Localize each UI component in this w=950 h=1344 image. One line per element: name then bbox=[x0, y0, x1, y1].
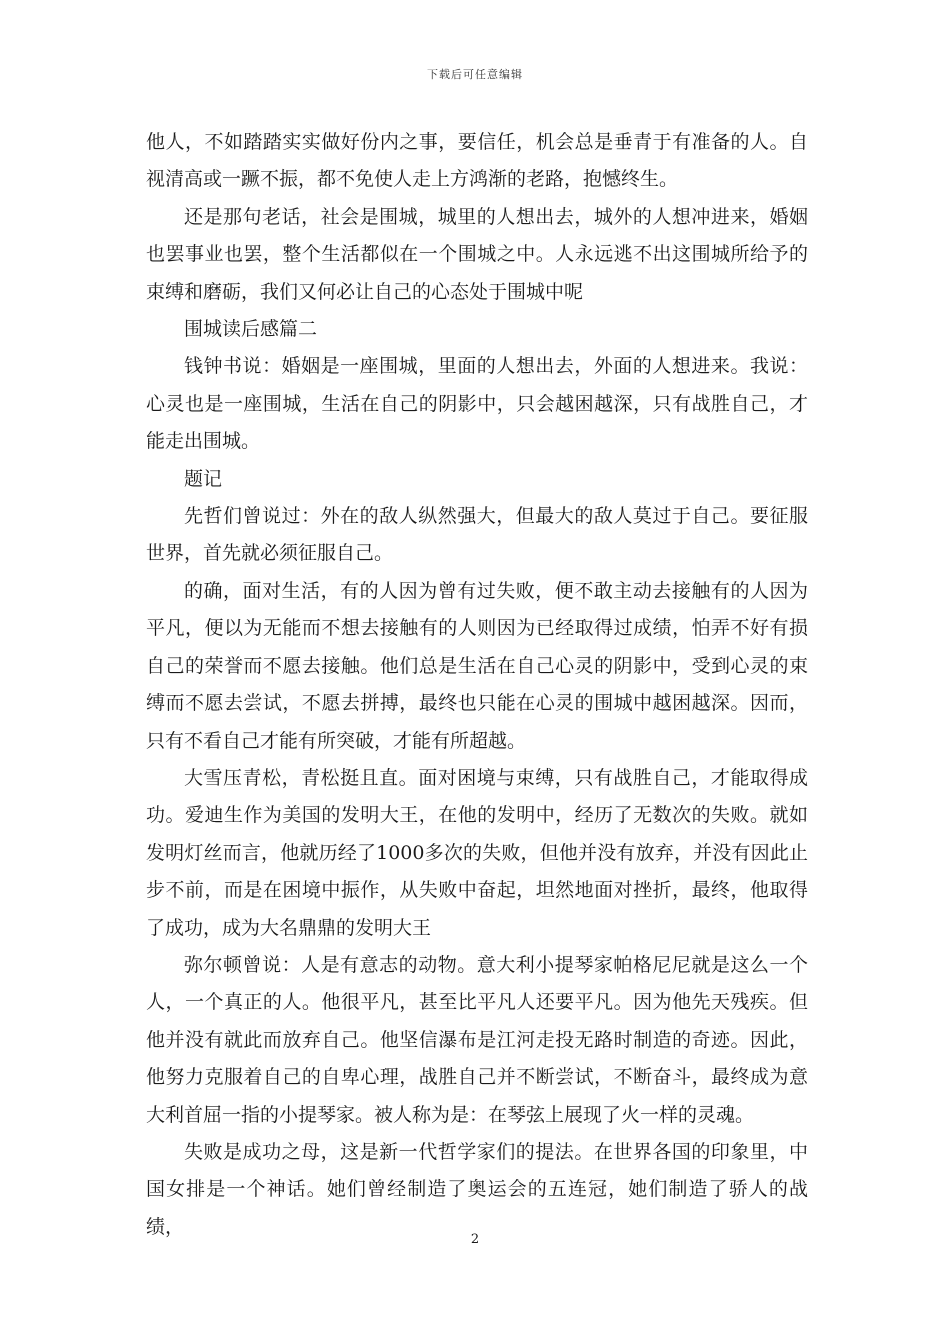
paragraph: 失败是成功之母，这是新一代哲学家们的提法。在世界各国的印象里，中国女排是一个神话。她们曾经制造了奥运会的五连冠，她们制造了骄人的战绩， bbox=[146, 1140, 808, 1238]
paragraph: 的确，面对生活，有的人因为曾有过失败，便不敢主动去接触有的人因为平凡，便以为无能而不想去接触有的人则因为已经取得过成绩，怕弄不好有损自己的荣誉而不愿去接触。他们总是生活在自己心灵的阴影中，受到心灵的束缚而不愿去尝试，不愿去拼搏，最终也只能在心灵的围城中越困越深。因而，只有不看自己才能有所突破，才能有所超越。 bbox=[146, 579, 808, 752]
paragraph: 大雪压青松，青松挺且直。面对困境与束缚，只有战胜自己，才能取得成功。爱迪生作为美国的发明大王，在他的发明中，经历了无数次的失败。就如发明灯丝而言，他就历经了1000多次的失败，但他并没有放弃，并没有因此止步不前，而是在困境中振作，从失败中奋起，坦然地面对挫折，最终，他取得了成功，成为大名鼎鼎的发明大王 bbox=[146, 766, 808, 939]
paragraph: 先哲们曾说过：外在的敌人纵然强大，但最大的敌人莫过于自己。要征服世界，首先就必须征服自己。 bbox=[146, 505, 808, 565]
paragraph: 他人，不如踏踏实实做好份内之事，要信任，机会总是垂青于有准备的人。自视清高或一蹶不振，都不免使人走上方鸿渐的老路，抱憾终生。 bbox=[146, 131, 808, 191]
page-header: 下载后可任意编辑 bbox=[427, 68, 523, 81]
paragraph: 钱钟书说：婚姻是一座围城，里面的人想出去，外面的人想进来。我说：心灵也是一座围城，生活在自己的阴影中，只会越困越深，只有战胜自己，才能走出围城。 bbox=[146, 355, 808, 453]
paragraph: 还是那句老话，社会是围城，城里的人想出去，城外的人想冲进来，婚姻也罢事业也罢，整个生活都似在一个围城之中。人永远逃不出这围城所给予的束缚和磨砺，我们又何必让自己的心态处于围城中呢 bbox=[146, 205, 808, 303]
epigraph-label: 题记 bbox=[184, 467, 223, 490]
paragraph: 弥尔顿曾说：人是有意志的动物。意大利小提琴家帕格尼尼就是这么一个人，一个真正的人。他很平凡，甚至比平凡人还要平凡。因为他先天残疾。但他并没有就此而放弃自己。他坚信瀑布是江河走投无路时制造的奇迹。因此，他努力克服着自己的自卑心理，战胜自己并不断尝试，不断奋斗，最终成为意大利首屈一指的小提琴家。被人称为是：在琴弦上展现了火一样的灵魂。 bbox=[146, 953, 808, 1126]
section-heading: 围城读后感篇二 bbox=[184, 318, 318, 341]
document-body bbox=[146, 124, 808, 1246]
page-number: 2 bbox=[470, 1232, 480, 1247]
